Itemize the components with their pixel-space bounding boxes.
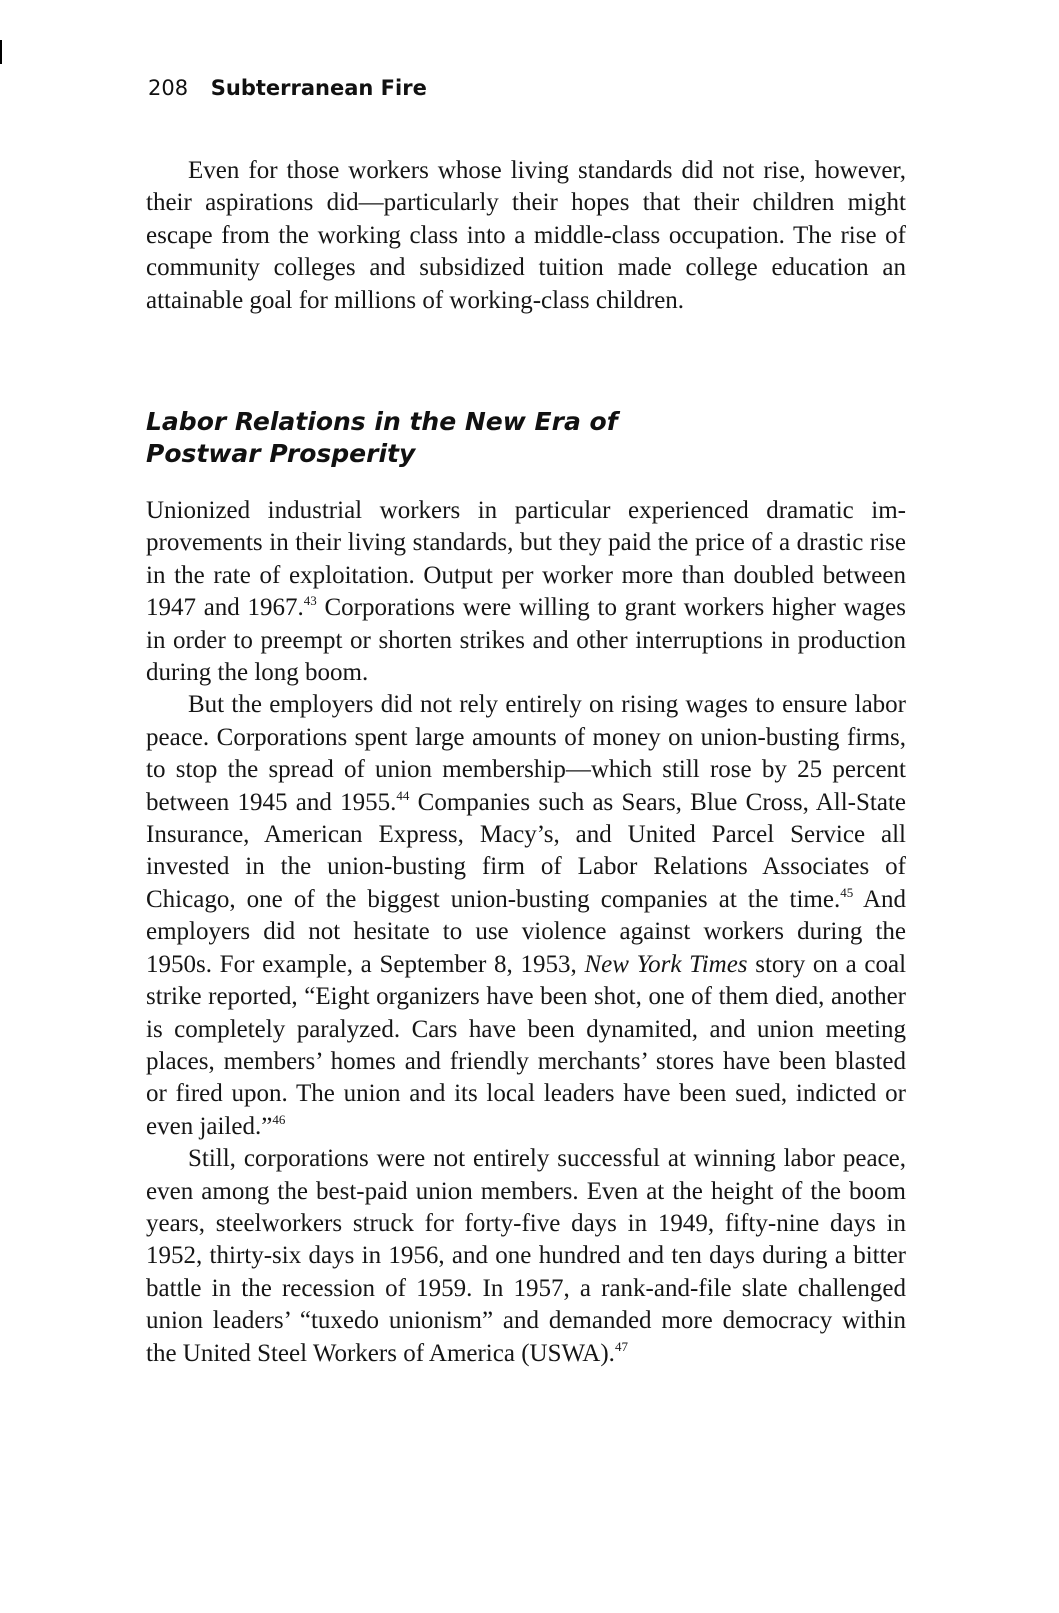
section-heading [146,406,906,470]
paragraph-3-text: Still, corporations were not entirely successful at winning labor peace, even among the best-paid union members. Even at the height of the boom years, steelworkers struck for forty-five days in 1949, fifty-nine days in 1952, thirty-six days in 1956, and one hundred and ten days during a bitter battle in the recession of 1959. In 1957, a rank-and-file slate challenged union leaders’ “tuxedo unionism” and demanded more democracy within the United Steel Workers of America (USWA). [146,1145,906,1367]
intro-block [146,155,906,317]
paragraph-2 [146,689,906,1143]
book-title: Subterranean Fire [210,76,427,100]
paragraph-1 [146,495,906,689]
footnote-ref-47: 47 [614,1338,628,1354]
paragraph-3 [146,1143,906,1370]
page-edge-mark [0,40,2,64]
paragraph-2-text-part-3: And employers did not hesitate to use violence against workers during the 1950s. For example, a September 8, 1953, [146,885,906,978]
footnote-ref-45: 45 [840,884,854,900]
intro-paragraph: Even for those workers whose living standards did not rise, however, their aspirations did—particularly their hopes that their children might escape from the working class into a middle-class occupation. The rise of community colleges and subsidized tuition made college education an attainable goal for millions of working-class children. [146,157,906,314]
page-number: 208 [148,76,189,100]
section-heading-line-2: Postwar Prosperity [146,439,416,468]
footnote-ref-46: 46 [272,1111,286,1127]
publication-title: New York Times [584,950,748,978]
section-body [146,495,906,1370]
paragraph-2-text-part-4: story on a coal strike reported, “Eight organizers have been shot, one of them died, another is completely paralyzed. Cars have been dynamited, and union meeting places, members’ homes and friendly merchants’ stores have been blasted or fired upon. The union and its local leaders have been sued, indicted or even jailed.” [146,950,907,1140]
paragraph-1-text: Unionized industrial workers in particular experienced dramatic improvements in their living standards, but they paid the price of a drastic rise in the rate of exploitation. Output per worker more than doubled between 1947 and 1967. [146,497,906,622]
footnote-ref-43: 43 [303,593,317,609]
paragraph-1-text-continued: Corporations were willing to grant workers higher wages in order to preempt or shorten strikes and other interruptions in production during the long boom. [146,594,906,687]
section-heading-line-1: Labor Relations in the New Era of [146,407,618,436]
running-head [148,74,427,102]
footnote-ref-44: 44 [396,787,410,803]
paragraph-2-text: But the employers did not rely entirely on rising wages to ensure labor peace. Corporations spent large amounts of money on union-busting firms, to stop the spread of union membership—which still rose by 25 percent between 1945 and 1955. [146,691,906,816]
paragraph-2-text-part-2: Companies such as Sears, Blue Cross, All-State Insurance, American Express, Macy’s, and United Parcel Service all invested in the union-busting firm of Labor Relations Associates of Chicago, one of the biggest union-busting companies at the time. [146,788,906,913]
